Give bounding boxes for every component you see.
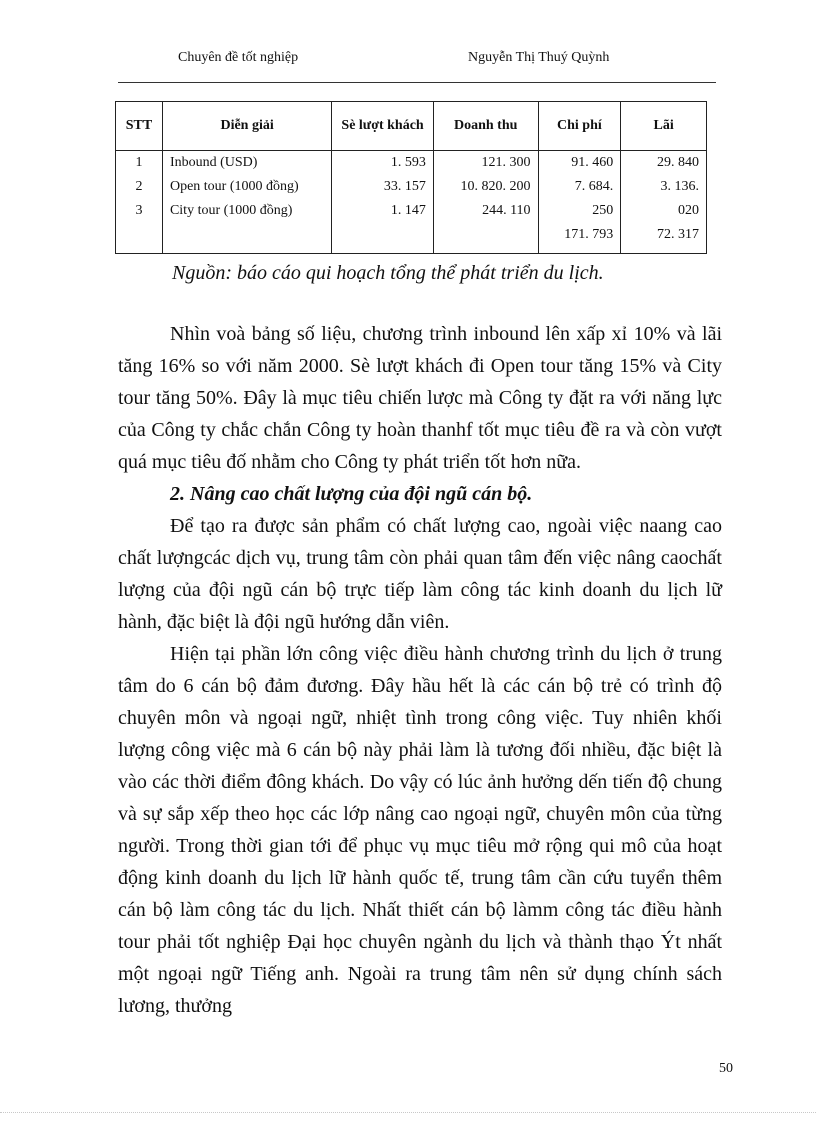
cell-revenue: 10. 820. 200 (433, 175, 538, 199)
cell-revenue: 244. 110 (433, 199, 538, 223)
statistics-table (115, 101, 707, 254)
header-visitors: Sè lượt khách (332, 102, 434, 151)
table-source-note: Nguồn: báo cáo qui hoạch tổng thể phát triển du lịch. (172, 262, 604, 284)
table-row (116, 199, 707, 223)
paragraph: Hiện tại phần lớn công việc điều hành chương trình du lịch ở trung tâm do 6 cán bộ đảm đương. Đây hầu hết là các cán bộ trẻ có trình độ chuyên môn và ngoại ngữ, nhiệt tình trong công việc. Tuy nhiên khối lượng công việc mà 6 cán bộ này phải làm là tương đối nhiều, đặc biệt là vào các thời điểm đông khách. Do vậy có lúc ảnh hưởng dến tiến độ chung và sự sắp xếp theo học các lớp nâng cao ngoại ngữ, chuyên môn của từng người. Trong thời gian tới để phục vụ mục tiêu mở rộng qui mô của hoạt động kinh doanh du lịch lữ hành quốc tế, trung tâm cần cứu tuyển thêm cán bộ làm công tác du lịch. Nhất thiết cán bộ làmm công tác điều hành tour phải tốt nghiệp Đại học chuyên ngành du lịch và thành thạo Ýt nhất một ngoại ngữ Tiếng anh. Ngoài ra trung tâm nên sử dụng chính sách lương, thưởng (118, 643, 722, 1017)
cell-profit: 020 (621, 199, 707, 223)
cell-visitors (332, 223, 434, 254)
cell-description (162, 223, 331, 254)
cell-profit: 29. 840 (621, 151, 707, 176)
footer-divider (0, 1112, 816, 1113)
header-divider (118, 82, 716, 83)
cell-visitors: 33. 157 (332, 175, 434, 199)
cell-cost: 91. 460 (538, 151, 621, 176)
header-cost: Chi phí (538, 102, 621, 151)
table-row (116, 223, 707, 254)
table-row (116, 175, 707, 199)
page-header (0, 50, 816, 72)
cell-description: Inbound (USD) (162, 151, 331, 176)
header-stt: STT (116, 102, 163, 151)
cell-cost: 7. 684. (538, 175, 621, 199)
section-heading: 2. Nâng cao chất lượng của đội ngũ cán bộ. (170, 483, 533, 505)
cell-stt (116, 223, 163, 254)
page-number: 50 (719, 1061, 733, 1076)
paragraph: Nhìn voà bảng số liệu, chương trình inbound lên xấp xỉ 10% và lãi tăng 16% so với năm 2000. Sè lượt khách đi Open tour tăng 15% và City tour tăng 50%. Đây là mục tiêu chiến lược mà Công ty đặt ra với năng lực của Công ty chắc chắn Công ty hoàn thanhf tốt mục tiêu đề ra và còn vượt quá mục tiêu đố nhằm cho Công ty phát triển tốt hơn nữa. (118, 323, 722, 473)
header-author: Nguyễn Thị Thuý Quỳnh (468, 50, 610, 65)
cell-profit: 72. 317 (621, 223, 707, 254)
table-header-row (116, 102, 707, 151)
paragraph: Để tạo ra được sản phẩm có chất lượng cao, ngoài việc naang cao chất lượngcác dịch vụ, trung tâm còn phải quan tâm đến việc nâng caochất lượng của đội ngũ cán bộ trực tiếp làm công tác kinh doanh du lịch lữ hành, đặc biệt là đội ngũ hướng dẫn viên. (118, 515, 722, 633)
cell-profit: 3. 136. (621, 175, 707, 199)
table-row (116, 151, 707, 176)
cell-stt: 3 (116, 199, 163, 223)
cell-description: City tour (1000 đồng) (162, 199, 331, 223)
cell-visitors: 1. 593 (332, 151, 434, 176)
header-left-title: Chuyên đề tốt nghiệp (178, 50, 299, 65)
cell-cost: 171. 793 (538, 223, 621, 254)
header-revenue: Doanh thu (433, 102, 538, 151)
cell-stt: 2 (116, 175, 163, 199)
cell-visitors: 1. 147 (332, 199, 434, 223)
cell-stt: 1 (116, 151, 163, 176)
header-profit: Lãi (621, 102, 707, 151)
cell-revenue: 121. 300 (433, 151, 538, 176)
body-text (118, 318, 722, 1022)
header-description: Diễn giải (162, 102, 331, 151)
cell-description: Open tour (1000 đồng) (162, 175, 331, 199)
cell-revenue (433, 223, 538, 254)
cell-cost: 250 (538, 199, 621, 223)
